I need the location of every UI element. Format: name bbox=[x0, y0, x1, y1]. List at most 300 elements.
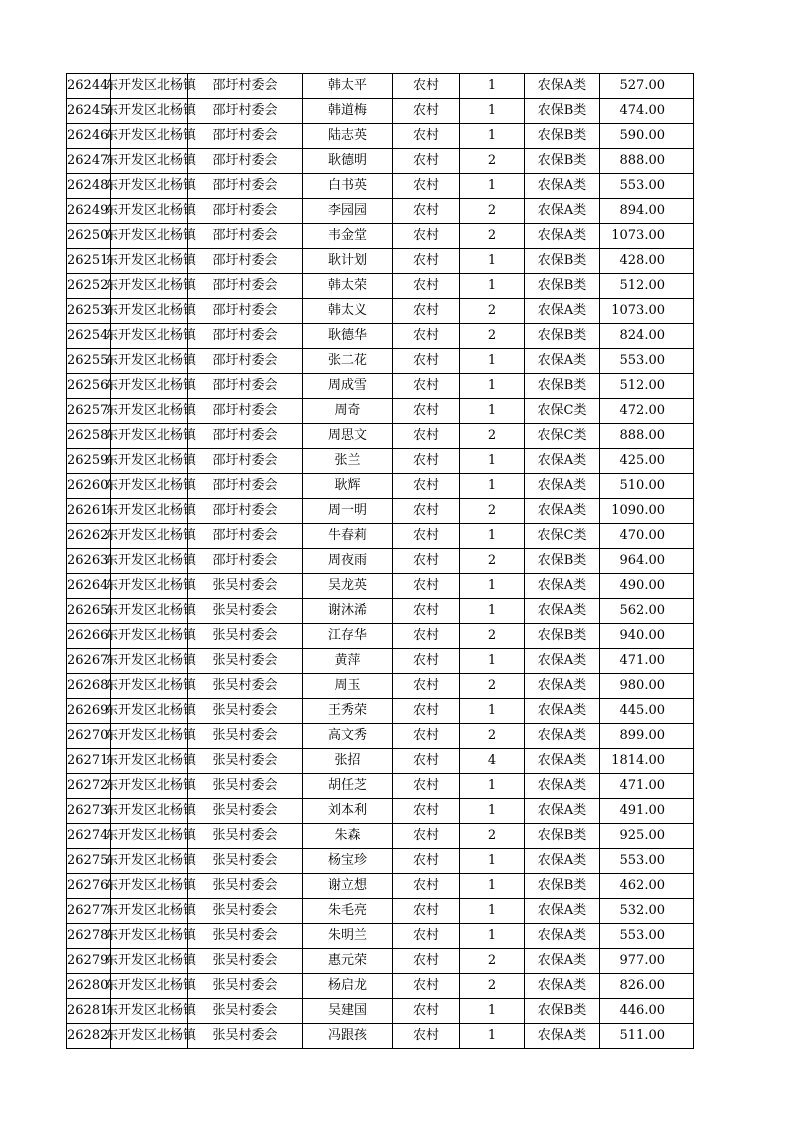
table-row bbox=[67, 449, 694, 474]
table-row bbox=[67, 249, 694, 274]
table-row bbox=[67, 349, 694, 374]
amount-cell: 553.00 bbox=[600, 924, 694, 949]
district-cell bbox=[105, 574, 197, 599]
village-committee-cell: 邵圩村委会 bbox=[188, 374, 303, 399]
village-committee-cell: 张吴村委会 bbox=[188, 949, 303, 974]
name-cell: 高文秀 bbox=[303, 724, 393, 749]
amount-cell: 512.00 bbox=[600, 374, 694, 399]
district-text: 东开发区北杨镇 bbox=[105, 978, 197, 993]
district-cell bbox=[105, 724, 197, 749]
table-row bbox=[67, 174, 694, 199]
district-cell bbox=[105, 874, 197, 899]
village-committee-cell: 邵圩村委会 bbox=[188, 74, 303, 99]
table-body bbox=[67, 74, 694, 1049]
household-type-cell: 农村 bbox=[393, 924, 460, 949]
insurance-class-cell: 农保A类 bbox=[525, 74, 600, 99]
record-id-cell: 26277 bbox=[67, 899, 111, 924]
name-cell: 耿辉 bbox=[303, 474, 393, 499]
record-id-cell: 26264 bbox=[67, 574, 111, 599]
record-id-cell: 26254 bbox=[67, 324, 111, 349]
insurance-class-cell: 农保B类 bbox=[525, 249, 600, 274]
village-committee-cell: 邵圩村委会 bbox=[188, 424, 303, 449]
record-id-cell: 26258 bbox=[67, 424, 111, 449]
village-committee-cell: 邵圩村委会 bbox=[188, 174, 303, 199]
table-row bbox=[67, 124, 694, 149]
district-cell bbox=[105, 399, 197, 424]
name-cell: 朱森 bbox=[303, 824, 393, 849]
district-cell bbox=[105, 949, 197, 974]
village-committee-cell: 邵圩村委会 bbox=[188, 324, 303, 349]
member-count-cell: 1 bbox=[460, 924, 525, 949]
name-cell: 周一明 bbox=[303, 499, 393, 524]
district-cell bbox=[105, 699, 197, 724]
record-id-cell: 26256 bbox=[67, 374, 111, 399]
amount-cell: 1073.00 bbox=[600, 299, 694, 324]
insurance-class-cell: 农保B类 bbox=[525, 99, 600, 124]
name-cell: 周思文 bbox=[303, 424, 393, 449]
district-text: 东开发区北杨镇 bbox=[105, 1028, 197, 1043]
member-count-cell: 1 bbox=[460, 799, 525, 824]
name-cell: 江存华 bbox=[303, 624, 393, 649]
village-committee-cell: 张吴村委会 bbox=[188, 924, 303, 949]
district-cell bbox=[105, 299, 197, 324]
household-type-cell: 农村 bbox=[393, 274, 460, 299]
village-committee-cell: 张吴村委会 bbox=[188, 799, 303, 824]
amount-cell: 474.00 bbox=[600, 99, 694, 124]
amount-cell: 471.00 bbox=[600, 774, 694, 799]
table-row bbox=[67, 974, 694, 999]
insurance-class-cell: 农保A类 bbox=[525, 349, 600, 374]
member-count-cell: 1 bbox=[460, 574, 525, 599]
member-count-cell: 1 bbox=[460, 249, 525, 274]
amount-cell: 553.00 bbox=[600, 849, 694, 874]
insurance-class-cell: 农保A类 bbox=[525, 174, 600, 199]
record-id-cell: 26269 bbox=[67, 699, 111, 724]
household-type-cell: 农村 bbox=[393, 974, 460, 999]
amount-cell: 491.00 bbox=[600, 799, 694, 824]
member-count-cell: 1 bbox=[460, 699, 525, 724]
village-committee-cell: 张吴村委会 bbox=[188, 824, 303, 849]
insurance-class-cell: 农保A类 bbox=[525, 574, 600, 599]
table-row bbox=[67, 899, 694, 924]
amount-cell: 470.00 bbox=[600, 524, 694, 549]
member-count-cell: 2 bbox=[460, 724, 525, 749]
district-text: 东开发区北杨镇 bbox=[105, 403, 197, 418]
amount-cell: 964.00 bbox=[600, 549, 694, 574]
household-type-cell: 农村 bbox=[393, 724, 460, 749]
amount-cell: 925.00 bbox=[600, 824, 694, 849]
village-committee-cell: 张吴村委会 bbox=[188, 599, 303, 624]
village-committee-cell: 张吴村委会 bbox=[188, 974, 303, 999]
household-type-cell: 农村 bbox=[393, 374, 460, 399]
amount-cell: 472.00 bbox=[600, 399, 694, 424]
amount-cell: 512.00 bbox=[600, 274, 694, 299]
amount-cell: 553.00 bbox=[600, 349, 694, 374]
table-row bbox=[67, 824, 694, 849]
village-committee-cell: 张吴村委会 bbox=[188, 724, 303, 749]
insurance-class-cell: 农保A类 bbox=[525, 649, 600, 674]
household-type-cell: 农村 bbox=[393, 824, 460, 849]
table-row bbox=[67, 999, 694, 1024]
district-cell bbox=[105, 524, 197, 549]
village-committee-cell: 邵圩村委会 bbox=[188, 99, 303, 124]
insurance-class-cell: 农保B类 bbox=[525, 124, 600, 149]
district-cell bbox=[105, 824, 197, 849]
village-committee-cell: 张吴村委会 bbox=[188, 674, 303, 699]
record-id-cell: 26248 bbox=[67, 174, 111, 199]
household-type-cell: 农村 bbox=[393, 324, 460, 349]
amount-cell: 977.00 bbox=[600, 949, 694, 974]
member-count-cell: 1 bbox=[460, 399, 525, 424]
district-text: 东开发区北杨镇 bbox=[105, 953, 197, 968]
insurance-class-cell: 农保A类 bbox=[525, 899, 600, 924]
household-type-cell: 农村 bbox=[393, 674, 460, 699]
village-committee-cell: 邵圩村委会 bbox=[188, 299, 303, 324]
district-cell bbox=[105, 774, 197, 799]
village-committee-cell: 张吴村委会 bbox=[188, 1024, 303, 1049]
amount-cell: 510.00 bbox=[600, 474, 694, 499]
amount-cell: 445.00 bbox=[600, 699, 694, 724]
insurance-class-cell: 农保A类 bbox=[525, 499, 600, 524]
district-cell bbox=[105, 599, 197, 624]
household-type-cell: 农村 bbox=[393, 199, 460, 224]
table-row bbox=[67, 799, 694, 824]
name-cell: 耿德明 bbox=[303, 149, 393, 174]
district-text: 东开发区北杨镇 bbox=[105, 378, 197, 393]
district-text: 东开发区北杨镇 bbox=[105, 453, 197, 468]
district-text: 东开发区北杨镇 bbox=[105, 828, 197, 843]
district-text: 东开发区北杨镇 bbox=[105, 903, 197, 918]
village-committee-cell: 邵圩村委会 bbox=[188, 124, 303, 149]
household-type-cell: 农村 bbox=[393, 699, 460, 724]
district-cell bbox=[105, 149, 197, 174]
member-count-cell: 2 bbox=[460, 324, 525, 349]
name-cell: 牛春莉 bbox=[303, 524, 393, 549]
amount-cell: 899.00 bbox=[600, 724, 694, 749]
district-cell bbox=[105, 549, 197, 574]
district-cell bbox=[105, 499, 197, 524]
table-row bbox=[67, 624, 694, 649]
name-cell: 张兰 bbox=[303, 449, 393, 474]
household-type-cell: 农村 bbox=[393, 149, 460, 174]
member-count-cell: 1 bbox=[460, 349, 525, 374]
household-type-cell: 农村 bbox=[393, 749, 460, 774]
district-text: 东开发区北杨镇 bbox=[105, 928, 197, 943]
district-cell bbox=[105, 349, 197, 374]
name-cell: 周奇 bbox=[303, 399, 393, 424]
insurance-class-cell: 农保A类 bbox=[525, 724, 600, 749]
table-row bbox=[67, 1024, 694, 1049]
district-cell bbox=[105, 674, 197, 699]
district-text: 东开发区北杨镇 bbox=[105, 1003, 197, 1018]
district-text: 东开发区北杨镇 bbox=[105, 653, 197, 668]
village-committee-cell: 邵圩村委会 bbox=[188, 199, 303, 224]
household-type-cell: 农村 bbox=[393, 424, 460, 449]
amount-cell: 590.00 bbox=[600, 124, 694, 149]
amount-cell: 462.00 bbox=[600, 874, 694, 899]
household-type-cell: 农村 bbox=[393, 99, 460, 124]
village-committee-cell: 张吴村委会 bbox=[188, 574, 303, 599]
name-cell: 杨启龙 bbox=[303, 974, 393, 999]
record-id-cell: 26281 bbox=[67, 999, 111, 1024]
district-text: 东开发区北杨镇 bbox=[105, 703, 197, 718]
member-count-cell: 2 bbox=[460, 299, 525, 324]
name-cell: 张二花 bbox=[303, 349, 393, 374]
district-cell bbox=[105, 474, 197, 499]
name-cell: 李园园 bbox=[303, 199, 393, 224]
insurance-class-cell: 农保C类 bbox=[525, 524, 600, 549]
district-text: 东开发区北杨镇 bbox=[105, 353, 197, 368]
district-text: 东开发区北杨镇 bbox=[105, 428, 197, 443]
district-text: 东开发区北杨镇 bbox=[105, 878, 197, 893]
name-cell: 韩太荣 bbox=[303, 274, 393, 299]
district-text: 东开发区北杨镇 bbox=[105, 128, 197, 143]
district-cell bbox=[105, 849, 197, 874]
district-cell bbox=[105, 924, 197, 949]
member-count-cell: 1 bbox=[460, 449, 525, 474]
record-id-cell: 26275 bbox=[67, 849, 111, 874]
district-text: 东开发区北杨镇 bbox=[105, 278, 197, 293]
table-row bbox=[67, 574, 694, 599]
insurance-class-cell: 农保B类 bbox=[525, 549, 600, 574]
member-count-cell: 2 bbox=[460, 199, 525, 224]
district-cell bbox=[105, 999, 197, 1024]
amount-cell: 511.00 bbox=[600, 1024, 694, 1049]
household-type-cell: 农村 bbox=[393, 249, 460, 274]
amount-cell: 490.00 bbox=[600, 574, 694, 599]
amount-cell: 428.00 bbox=[600, 249, 694, 274]
member-count-cell: 1 bbox=[460, 874, 525, 899]
amount-cell: 824.00 bbox=[600, 324, 694, 349]
district-cell bbox=[105, 749, 197, 774]
insurance-class-cell: 农保B类 bbox=[525, 999, 600, 1024]
insurance-class-cell: 农保B类 bbox=[525, 374, 600, 399]
amount-cell: 471.00 bbox=[600, 649, 694, 674]
table-row bbox=[67, 749, 694, 774]
table-row bbox=[67, 724, 694, 749]
name-cell: 冯跟孩 bbox=[303, 1024, 393, 1049]
household-type-cell: 农村 bbox=[393, 999, 460, 1024]
member-count-cell: 2 bbox=[460, 499, 525, 524]
household-type-cell: 农村 bbox=[393, 849, 460, 874]
insurance-class-cell: 农保C类 bbox=[525, 399, 600, 424]
village-committee-cell: 邵圩村委会 bbox=[188, 249, 303, 274]
record-id-cell: 26266 bbox=[67, 624, 111, 649]
table-row bbox=[67, 499, 694, 524]
village-committee-cell: 邵圩村委会 bbox=[188, 549, 303, 574]
village-committee-cell: 张吴村委会 bbox=[188, 624, 303, 649]
member-count-cell: 1 bbox=[460, 899, 525, 924]
insurance-class-cell: 农保B类 bbox=[525, 324, 600, 349]
village-committee-cell: 张吴村委会 bbox=[188, 849, 303, 874]
district-text: 东开发区北杨镇 bbox=[105, 178, 197, 193]
member-count-cell: 1 bbox=[460, 74, 525, 99]
household-type-cell: 农村 bbox=[393, 499, 460, 524]
member-count-cell: 1 bbox=[460, 999, 525, 1024]
table-row bbox=[67, 299, 694, 324]
village-committee-cell: 邵圩村委会 bbox=[188, 349, 303, 374]
district-text: 东开发区北杨镇 bbox=[105, 153, 197, 168]
insurance-class-cell: 农保A类 bbox=[525, 449, 600, 474]
insurance-class-cell: 农保A类 bbox=[525, 749, 600, 774]
table-row bbox=[67, 599, 694, 624]
member-count-cell: 1 bbox=[460, 524, 525, 549]
table-row bbox=[67, 699, 694, 724]
amount-cell: 446.00 bbox=[600, 999, 694, 1024]
name-cell: 耿德华 bbox=[303, 324, 393, 349]
name-cell: 周夜雨 bbox=[303, 549, 393, 574]
village-committee-cell: 邵圩村委会 bbox=[188, 449, 303, 474]
district-cell bbox=[105, 199, 197, 224]
district-text: 东开发区北杨镇 bbox=[105, 228, 197, 243]
record-id-cell: 26280 bbox=[67, 974, 111, 999]
name-cell: 韩太平 bbox=[303, 74, 393, 99]
member-count-cell: 1 bbox=[460, 649, 525, 674]
amount-cell: 553.00 bbox=[600, 174, 694, 199]
insurance-class-cell: 农保B类 bbox=[525, 149, 600, 174]
record-id-cell: 26278 bbox=[67, 924, 111, 949]
household-type-cell: 农村 bbox=[393, 599, 460, 624]
household-type-cell: 农村 bbox=[393, 299, 460, 324]
record-id-cell: 26274 bbox=[67, 824, 111, 849]
member-count-cell: 2 bbox=[460, 949, 525, 974]
record-id-cell: 26267 bbox=[67, 649, 111, 674]
insurance-class-cell: 农保A类 bbox=[525, 674, 600, 699]
district-text: 东开发区北杨镇 bbox=[105, 753, 197, 768]
name-cell: 朱明兰 bbox=[303, 924, 393, 949]
village-committee-cell: 邵圩村委会 bbox=[188, 274, 303, 299]
village-committee-cell: 张吴村委会 bbox=[188, 749, 303, 774]
insurance-class-cell: 农保A类 bbox=[525, 924, 600, 949]
village-committee-cell: 张吴村委会 bbox=[188, 649, 303, 674]
insurance-class-cell: 农保A类 bbox=[525, 774, 600, 799]
district-text: 东开发区北杨镇 bbox=[105, 303, 197, 318]
data-table bbox=[66, 73, 694, 1049]
table-row bbox=[67, 199, 694, 224]
table-row bbox=[67, 224, 694, 249]
record-id-cell: 26265 bbox=[67, 599, 111, 624]
insurance-class-cell: 农保B类 bbox=[525, 274, 600, 299]
name-cell: 陆志英 bbox=[303, 124, 393, 149]
member-count-cell: 1 bbox=[460, 849, 525, 874]
village-committee-cell: 张吴村委会 bbox=[188, 999, 303, 1024]
table-row bbox=[67, 324, 694, 349]
name-cell: 耿计划 bbox=[303, 249, 393, 274]
table-row bbox=[67, 374, 694, 399]
district-text: 东开发区北杨镇 bbox=[105, 78, 197, 93]
record-id-cell: 26250 bbox=[67, 224, 111, 249]
village-committee-cell: 张吴村委会 bbox=[188, 699, 303, 724]
district-text: 东开发区北杨镇 bbox=[105, 253, 197, 268]
name-cell: 谢沐浠 bbox=[303, 599, 393, 624]
record-id-cell: 26251 bbox=[67, 249, 111, 274]
amount-cell: 980.00 bbox=[600, 674, 694, 699]
village-committee-cell: 邵圩村委会 bbox=[188, 399, 303, 424]
household-type-cell: 农村 bbox=[393, 74, 460, 99]
member-count-cell: 4 bbox=[460, 749, 525, 774]
member-count-cell: 1 bbox=[460, 124, 525, 149]
household-type-cell: 农村 bbox=[393, 224, 460, 249]
name-cell: 韩道梅 bbox=[303, 99, 393, 124]
district-text: 东开发区北杨镇 bbox=[105, 578, 197, 593]
record-id-cell: 26276 bbox=[67, 874, 111, 899]
district-cell bbox=[105, 249, 197, 274]
table-row bbox=[67, 649, 694, 674]
district-cell bbox=[105, 274, 197, 299]
name-cell: 周玉 bbox=[303, 674, 393, 699]
amount-cell: 1073.00 bbox=[600, 224, 694, 249]
district-cell bbox=[105, 374, 197, 399]
district-text: 东开发区北杨镇 bbox=[105, 553, 197, 568]
insurance-class-cell: 农保B类 bbox=[525, 624, 600, 649]
name-cell: 胡任芝 bbox=[303, 774, 393, 799]
household-type-cell: 农村 bbox=[393, 524, 460, 549]
amount-cell: 826.00 bbox=[600, 974, 694, 999]
district-cell bbox=[105, 649, 197, 674]
record-id-cell: 26261 bbox=[67, 499, 111, 524]
village-committee-cell: 邵圩村委会 bbox=[188, 224, 303, 249]
member-count-cell: 1 bbox=[460, 474, 525, 499]
household-type-cell: 农村 bbox=[393, 649, 460, 674]
name-cell: 韩太义 bbox=[303, 299, 393, 324]
insurance-class-cell: 农保C类 bbox=[525, 424, 600, 449]
district-text: 东开发区北杨镇 bbox=[105, 778, 197, 793]
district-cell bbox=[105, 324, 197, 349]
table-row bbox=[67, 424, 694, 449]
table-row bbox=[67, 399, 694, 424]
table-row bbox=[67, 949, 694, 974]
member-count-cell: 1 bbox=[460, 1024, 525, 1049]
member-count-cell: 1 bbox=[460, 599, 525, 624]
household-type-cell: 农村 bbox=[393, 474, 460, 499]
amount-cell: 425.00 bbox=[600, 449, 694, 474]
name-cell: 吴龙英 bbox=[303, 574, 393, 599]
district-cell bbox=[105, 124, 197, 149]
district-cell bbox=[105, 424, 197, 449]
district-cell bbox=[105, 449, 197, 474]
record-id-cell: 26273 bbox=[67, 799, 111, 824]
amount-cell: 940.00 bbox=[600, 624, 694, 649]
member-count-cell: 1 bbox=[460, 174, 525, 199]
amount-cell: 1814.00 bbox=[600, 749, 694, 774]
member-count-cell: 2 bbox=[460, 549, 525, 574]
member-count-cell: 2 bbox=[460, 424, 525, 449]
household-type-cell: 农村 bbox=[393, 174, 460, 199]
record-id-cell: 26252 bbox=[67, 274, 111, 299]
household-type-cell: 农村 bbox=[393, 899, 460, 924]
name-cell: 张招 bbox=[303, 749, 393, 774]
district-text: 东开发区北杨镇 bbox=[105, 628, 197, 643]
name-cell: 杨宝珍 bbox=[303, 849, 393, 874]
village-committee-cell: 张吴村委会 bbox=[188, 899, 303, 924]
name-cell: 白书英 bbox=[303, 174, 393, 199]
district-cell bbox=[105, 899, 197, 924]
name-cell: 黄萍 bbox=[303, 649, 393, 674]
record-id-cell: 26282 bbox=[67, 1024, 111, 1049]
record-id-cell: 26249 bbox=[67, 199, 111, 224]
table-row bbox=[67, 549, 694, 574]
member-count-cell: 2 bbox=[460, 624, 525, 649]
district-cell bbox=[105, 624, 197, 649]
household-type-cell: 农村 bbox=[393, 874, 460, 899]
record-id-cell: 26244 bbox=[67, 74, 111, 99]
district-cell bbox=[105, 99, 197, 124]
table-row bbox=[67, 74, 694, 99]
member-count-cell: 1 bbox=[460, 99, 525, 124]
household-type-cell: 农村 bbox=[393, 399, 460, 424]
district-cell bbox=[105, 174, 197, 199]
table-row bbox=[67, 849, 694, 874]
